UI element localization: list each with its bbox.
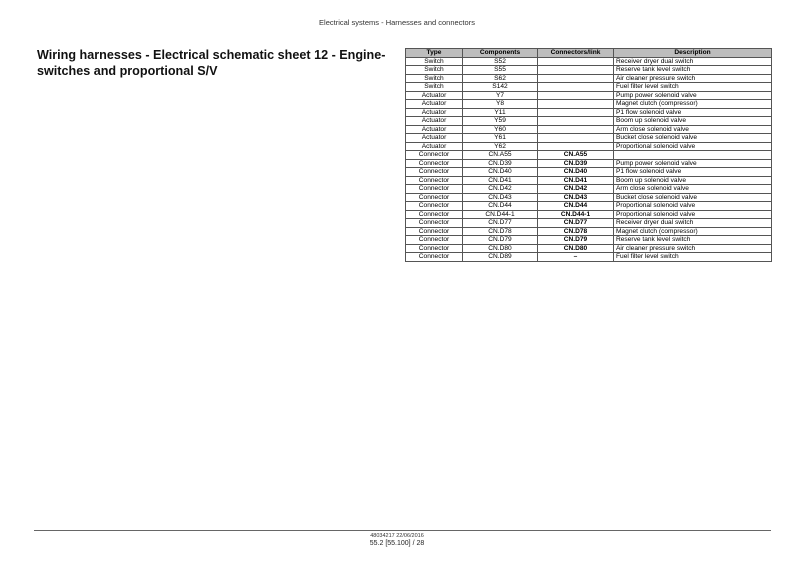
table-row (406, 100, 772, 109)
cell-description: Reserve tank level switch (614, 66, 772, 75)
cell-connector: CN.D44 (538, 202, 614, 211)
components-table (405, 48, 772, 262)
cell-type: Actuator (406, 108, 463, 117)
cell-connector: CN.D40 (538, 168, 614, 177)
cell-description: Air cleaner pressure switch (614, 74, 772, 83)
table-body (406, 57, 772, 261)
cell-type: Connector (406, 168, 463, 177)
table-row (406, 227, 772, 236)
cell-connector (538, 57, 614, 66)
cell-description: Bucket close solenoid valve (614, 193, 772, 202)
table-row (406, 108, 772, 117)
cell-type: Actuator (406, 100, 463, 109)
cell-description: Reserve tank level switch (614, 236, 772, 245)
cell-description: Pump power solenoid valve (614, 159, 772, 168)
cell-description: Pump power solenoid valve (614, 91, 772, 100)
cell-component: CN.D40 (463, 168, 538, 177)
cell-description: Boom up solenoid valve (614, 176, 772, 185)
cell-connector (538, 100, 614, 109)
cell-component: CN.D77 (463, 219, 538, 228)
cell-component: CN.D44-1 (463, 210, 538, 219)
cell-component: Y62 (463, 142, 538, 151)
cell-description: Boom up solenoid valve (614, 117, 772, 126)
cell-component: Y60 (463, 125, 538, 134)
cell-component: S62 (463, 74, 538, 83)
cell-connector (538, 134, 614, 143)
cell-component: CN.D44 (463, 202, 538, 211)
cell-connector: CN.D79 (538, 236, 614, 245)
cell-type: Connector (406, 236, 463, 245)
table-row (406, 219, 772, 228)
cell-connector: CN.A55 (538, 151, 614, 160)
cell-description: Arm close solenoid valve (614, 125, 772, 134)
cell-description: Bucket close solenoid valve (614, 134, 772, 143)
cell-type: Actuator (406, 125, 463, 134)
cell-type: Connector (406, 227, 463, 236)
table-row (406, 176, 772, 185)
cell-type: Switch (406, 57, 463, 66)
cell-component: CN.D42 (463, 185, 538, 194)
cell-description: Proportional solenoid valve (614, 202, 772, 211)
table-row (406, 151, 772, 160)
cell-connector: – (538, 253, 614, 262)
table-row (406, 91, 772, 100)
cell-connector: CN.D44-1 (538, 210, 614, 219)
cell-type: Connector (406, 193, 463, 202)
section-title: Wiring harnesses - Electrical schematic sheet 12 - Engine-switches and proportional S/V (37, 48, 386, 78)
cell-description: Air cleaner pressure switch (614, 244, 772, 253)
table-row (406, 168, 772, 177)
table-row (406, 210, 772, 219)
cell-connector (538, 142, 614, 151)
cell-description: P1 flow solenoid valve (614, 108, 772, 117)
cell-type: Actuator (406, 142, 463, 151)
table-row (406, 74, 772, 83)
cell-type: Connector (406, 202, 463, 211)
column-header-description: Description (614, 49, 772, 58)
table-row (406, 253, 772, 262)
cell-connector (538, 91, 614, 100)
cell-type: Connector (406, 159, 463, 168)
column-header-type: Type (406, 49, 463, 58)
cell-connector: CN.D43 (538, 193, 614, 202)
cell-connector: CN.D39 (538, 159, 614, 168)
table-row (406, 185, 772, 194)
cell-type: Connector (406, 185, 463, 194)
cell-component: S55 (463, 66, 538, 75)
table-row (406, 142, 772, 151)
table-row (406, 125, 772, 134)
cell-connector: CN.D77 (538, 219, 614, 228)
cell-connector (538, 117, 614, 126)
cell-type: Connector (406, 244, 463, 253)
cell-description: Receiver dryer dual switch (614, 57, 772, 66)
cell-connector (538, 83, 614, 92)
cell-component: Y11 (463, 108, 538, 117)
cell-description: P1 flow solenoid valve (614, 168, 772, 177)
table-row (406, 66, 772, 75)
cell-component: Y59 (463, 117, 538, 126)
table-row (406, 117, 772, 126)
cell-component: CN.A55 (463, 151, 538, 160)
table-row (406, 202, 772, 211)
cell-connector (538, 66, 614, 75)
cell-type: Connector (406, 219, 463, 228)
cell-connector (538, 108, 614, 117)
cell-type: Connector (406, 176, 463, 185)
footer-divider (34, 530, 771, 531)
column-header-connectors: Connectors/link (538, 49, 614, 58)
table-row (406, 236, 772, 245)
cell-component: CN.D78 (463, 227, 538, 236)
table-row (406, 159, 772, 168)
cell-type: Connector (406, 210, 463, 219)
table-row (406, 244, 772, 253)
cell-component: Y61 (463, 134, 538, 143)
cell-component: Y7 (463, 91, 538, 100)
footer-page-ref: 55.2 [55.100] / 28 (369, 540, 425, 547)
cell-description: Fuel filter level switch (614, 253, 772, 262)
cell-type: Connector (406, 253, 463, 262)
cell-component: CN.D79 (463, 236, 538, 245)
cell-type: Switch (406, 74, 463, 83)
cell-description: Magnet clutch (compressor) (614, 227, 772, 236)
cell-description: Proportional solenoid valve (614, 142, 772, 151)
cell-description: Magnet clutch (compressor) (614, 100, 772, 109)
cell-type: Actuator (406, 134, 463, 143)
table-row (406, 57, 772, 66)
cell-connector (538, 125, 614, 134)
cell-type: Switch (406, 66, 463, 75)
table-row (406, 193, 772, 202)
cell-type: Actuator (406, 91, 463, 100)
cell-description: Fuel filter level switch (614, 83, 772, 92)
running-header: Electrical systems - Harnesses and connectors (319, 18, 475, 27)
table-header-row (406, 49, 772, 58)
table-row (406, 83, 772, 92)
cell-connector: CN.D80 (538, 244, 614, 253)
cell-component: CN.D80 (463, 244, 538, 253)
cell-component: CN.D43 (463, 193, 538, 202)
cell-type: Connector (406, 151, 463, 160)
cell-description: Receiver dryer dual switch (614, 219, 772, 228)
cell-type: Switch (406, 83, 463, 92)
table-row (406, 134, 772, 143)
cell-description: Proportional solenoid valve (614, 210, 772, 219)
cell-component: S142 (463, 83, 538, 92)
cell-description (614, 151, 772, 160)
cell-connector: CN.D42 (538, 185, 614, 194)
cell-component: S52 (463, 57, 538, 66)
footer-document-ref: 48034217 22/06/2016 (370, 533, 424, 539)
cell-component: Y8 (463, 100, 538, 109)
cell-component: CN.D89 (463, 253, 538, 262)
cell-type: Actuator (406, 117, 463, 126)
cell-component: CN.D39 (463, 159, 538, 168)
cell-component: CN.D41 (463, 176, 538, 185)
column-header-components: Components (463, 49, 538, 58)
cell-connector (538, 74, 614, 83)
cell-description: Arm close solenoid valve (614, 185, 772, 194)
cell-connector: CN.D41 (538, 176, 614, 185)
cell-connector: CN.D78 (538, 227, 614, 236)
